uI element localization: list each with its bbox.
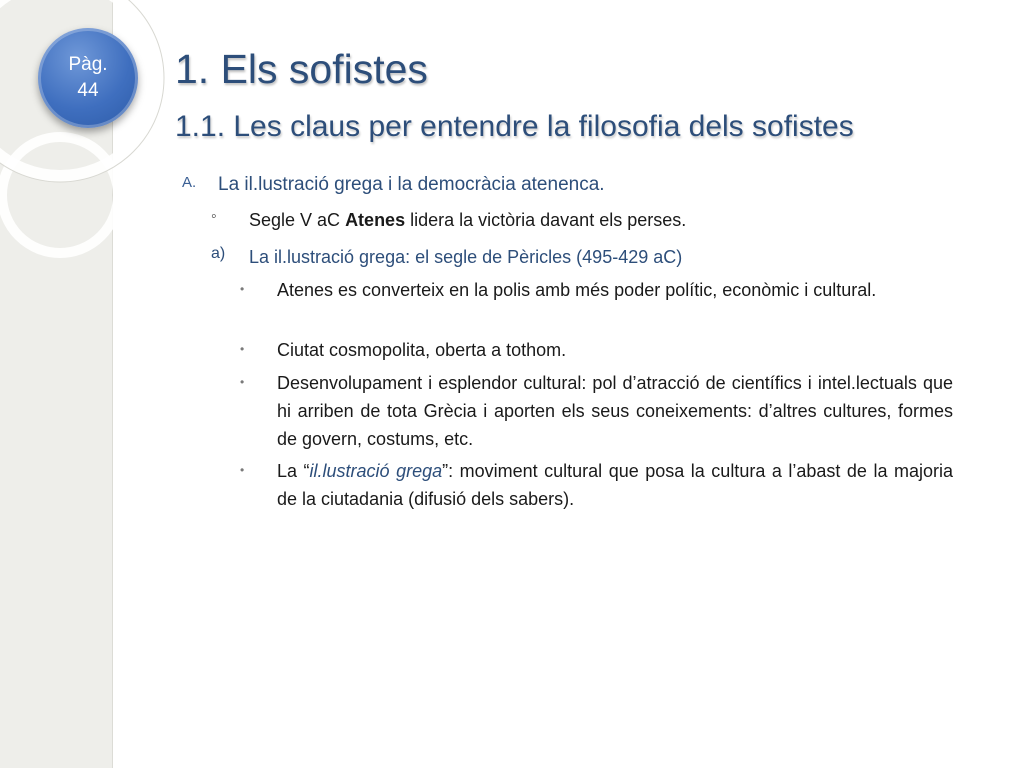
sub-bullet-marker: ◦	[211, 208, 217, 225]
athens-text-after: lidera la victòria davant els perses.	[405, 210, 687, 230]
bullet-text-3: Desenvolupament i esplendor cultural: pol d’atracció de científics i intel.lectuals que hi arriben de tota Grècia i aporten els seus coneixements: d’altres cultures, formes de govern, costums, etc.	[277, 373, 953, 449]
slide-title: 1. Els sofistes	[175, 46, 428, 92]
item-a-heading: La il.lustració grega: el segle de Pèricles (495-429 aC)	[249, 247, 683, 267]
bullet-4-emphasis: il.lustració grega	[309, 461, 443, 481]
bullet-4-after: ”: moviment cultural que posa la cultura a l’abast de la majoria de la ciutadania (difusió dels sabers).	[277, 461, 953, 509]
sub-bullet-athens	[249, 206, 686, 234]
bullet-text-2: Ciutat cosmopolita, oberta a tothom.	[277, 340, 567, 360]
bullet-text-1: Atenes es converteix en la polis amb més poder polític, econòmic i cultural.	[277, 280, 877, 300]
section-a-heading: La il.lustració grega i la democràcia atenenca.	[218, 174, 605, 195]
slide-subtitle: 1.1. Les claus per entendre la filosofia dels sofistes	[175, 110, 854, 143]
athens-text-before: Segle V aC	[249, 210, 346, 230]
item-a-marker: a)	[211, 245, 226, 262]
badge-number: 44	[77, 80, 99, 101]
bullet-4-before: La “	[277, 461, 310, 481]
bullet-icon: •	[240, 375, 245, 389]
bullet-icon: •	[240, 342, 245, 356]
bullet-icon: •	[240, 463, 245, 477]
athens-bold: Atenes	[345, 210, 406, 230]
bullet-icon: •	[240, 282, 245, 296]
bullet-text-4	[277, 457, 953, 513]
section-a-marker: A.	[182, 174, 197, 191]
badge-label: Pàg.	[68, 54, 108, 75]
